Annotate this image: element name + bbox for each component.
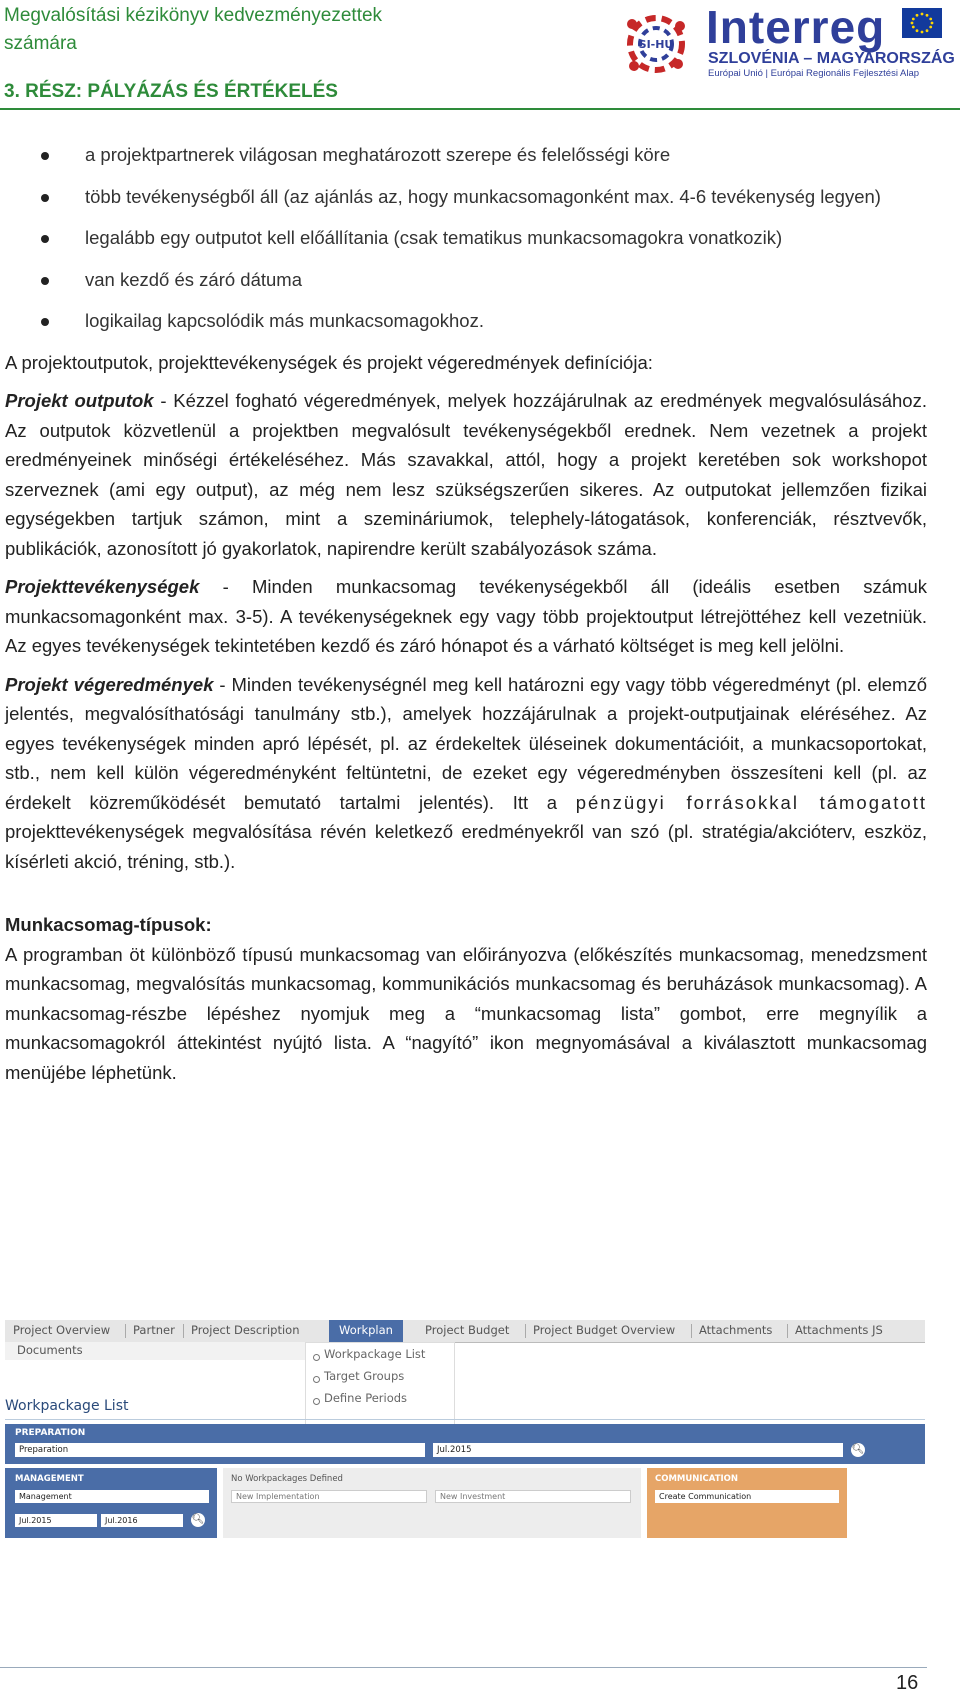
list-item	[5, 140, 927, 170]
communication-label: COMMUNICATION	[655, 1474, 739, 1484]
list-item-text: logikailag kapcsolódik más munkacsomagokhoz.	[85, 310, 484, 331]
list-item	[5, 182, 927, 212]
wp-types-paragraph: A programban öt különböző típusú munkacsomag van előirányozva (előkészítés munkacsomag, menedzsment munkacsomag, megvalósítás munkacsomag, kommunikációs munkacsomag és beruházások munkacsomag). A munkacsomag-részbe lépéshez nyomjuk meg a “munkacsomag lista” gombot, erre megnyílik a munkacsomagokról áttekintést nyújtó lista. A “nagyító” ikon megnyomásával a kiválasztott munkacsomag menüjébe léphetünk.	[5, 943, 927, 1083]
magnifier-icon[interactable]: 🔍︎	[191, 1514, 205, 1525]
radio-icon	[313, 1376, 320, 1383]
deliverables-text-spaced: pénzügyi forrásokkal támogatott	[575, 791, 927, 813]
bullet-list	[5, 140, 927, 336]
bullet-icon	[41, 152, 49, 160]
tab-attachments-js[interactable]: Attachments JS	[795, 1323, 883, 1337]
submenu-workpackage-list[interactable]: Workpackage List	[324, 1347, 426, 1361]
management-start-field[interactable]: Jul.2015	[15, 1514, 97, 1527]
footer-divider	[0, 1667, 927, 1668]
title-divider	[5, 1419, 925, 1420]
outputs-term: Projekt outputok	[5, 390, 154, 411]
tab-separator	[125, 1324, 126, 1338]
deliverables-text-a: - Minden tevékenységnél meg kell határozni egy vagy több végeredményt (pl. elemző jelentés, megvalósíthatósági tanulmány stb.), amelyek hozzájárulnak a projekt-outputjainak eléréséhez. Az egyes tevékenységek minden apró lépését, pl. az érdekeltek üléseinek dokumentációit, a munkacsoportokat, stb., nem kell külön végeredményként feltüntetni, de ezeket egy végeredményben összesíteni kell (pl. az érdekelt közreműködését bemutató tartalmi jelentés). Itt a	[5, 673, 927, 813]
magnifier-icon[interactable]: 🔍︎	[851, 1444, 865, 1455]
new-investment-field[interactable]: New Investment	[435, 1490, 631, 1503]
list-item-text: legalább egy outputot kell előállítania (csak tematikus munkacsomagokra vonatkozik)	[85, 227, 783, 248]
document-title	[4, 2, 382, 58]
list-item	[5, 265, 927, 295]
deliverables-term: Projekt végeredmények	[5, 673, 214, 695]
implementation-panel	[223, 1468, 641, 1538]
bullet-icon	[41, 235, 49, 243]
tab-separator	[787, 1324, 788, 1338]
preparation-label: PREPARATION	[15, 1428, 86, 1438]
new-implementation-field[interactable]: New Implementation	[231, 1490, 427, 1503]
tab-partner[interactable]: Partner	[133, 1323, 175, 1337]
preparation-panel	[5, 1424, 925, 1464]
management-end-field[interactable]: Jul.2016	[101, 1514, 183, 1527]
deliverables-paragraph	[5, 670, 927, 877]
submenu-target-groups[interactable]: Target Groups	[324, 1369, 405, 1383]
activities-paragraph	[5, 572, 927, 661]
list-item	[5, 223, 927, 253]
page-number: 16	[896, 1672, 919, 1694]
wp-types-heading: Munkacsomag-típusok:	[5, 914, 212, 935]
logo-region: SZLOVÉNIA – MAGYARORSZÁG	[708, 50, 955, 67]
management-panel	[5, 1468, 217, 1538]
tab-separator	[183, 1324, 184, 1338]
list-item	[5, 306, 927, 336]
tab-project-description[interactable]: Project Description	[191, 1323, 300, 1337]
eu-flag-icon	[902, 8, 942, 38]
tab-bar	[5, 1320, 925, 1343]
svg-text:SI-HU: SI-HU	[638, 38, 674, 51]
list-item-text: van kezdő és záró dátuma	[85, 268, 302, 290]
workplan-screenshot	[5, 1320, 925, 1565]
activities-term: Projekttevékenységek	[5, 576, 200, 597]
definitions-intro: A projektoutputok, projekttevékenységek és projekt végeredmények definíciója:	[5, 351, 653, 373]
list-item-text: a projektpartnerek világosan meghatározott szerepe és felelősségi köre	[85, 144, 671, 165]
tab-project-budget-overview[interactable]: Project Budget Overview	[533, 1323, 676, 1337]
activities-text: - Minden munkacsomag tevékenységekből áll (ideális esetben számuk munkacsomagonként max. 3-5). A tevékenységeknek egy vagy több projektoutput létrejöttéhez kell vezetniük. Az egyes tevékenységek tekintetében kezdő és záró hónapot és a várható költséget is meg kell jelölni.	[5, 576, 927, 656]
workpackage-list-title: Workpackage List	[5, 1398, 129, 1414]
bullet-icon	[41, 318, 49, 326]
implementation-label: No Workpackages Defined	[231, 1474, 343, 1484]
sihu-logo-icon	[618, 6, 694, 82]
management-label: MANAGEMENT	[15, 1474, 84, 1484]
tab-workplan[interactable]: Workplan	[329, 1320, 403, 1342]
create-communication-field[interactable]: Create Communication	[655, 1490, 839, 1503]
workplan-submenu	[305, 1342, 455, 1428]
interreg-wordmark: Interreg	[706, 1, 886, 53]
page-header	[0, 0, 960, 110]
tab-separator	[525, 1324, 526, 1338]
section-title: 3. RÉSZ: PÁLYÁZÁS ÉS ÉRTÉKELÉS	[4, 81, 338, 102]
radio-icon	[313, 1398, 320, 1405]
tab-documents[interactable]: Documents	[17, 1343, 83, 1357]
tab-project-budget[interactable]: Project Budget	[425, 1323, 510, 1337]
documents-row	[5, 1342, 321, 1360]
deliverables-text-b: projekttevékenységek megvalósítása révén keletkező eredményekről van szó (pl. stratégia/akcióterv, eszköz, kísérleti akció, tréning, stb.).	[5, 821, 927, 872]
outputs-paragraph	[5, 386, 927, 563]
preparation-name-field[interactable]: Preparation	[15, 1443, 425, 1457]
main-content	[5, 140, 927, 1096]
tab-attachments[interactable]: Attachments	[699, 1323, 773, 1337]
radio-icon	[313, 1354, 320, 1361]
document-title-line1: Megvalósítási kézikönyv kedvezményezettek	[4, 5, 383, 26]
interreg-logo	[618, 1, 960, 82]
tab-separator	[691, 1324, 692, 1338]
header-divider	[0, 108, 960, 110]
communication-panel	[647, 1468, 847, 1538]
bullet-icon	[41, 277, 49, 285]
management-name-field[interactable]: Management	[15, 1490, 209, 1503]
list-item-text: több tevékenységből áll (az ajánlás az, hogy munkacsomagonként max. 4-6 tevékenység legyen)	[85, 185, 881, 207]
submenu-define-periods[interactable]: Define Periods	[324, 1391, 408, 1405]
logo-subregion: Európai Unió | Európai Regionális Fejlesztési Alap	[708, 68, 920, 79]
outputs-text: - Kézzel fogható végeredmények, melyek hozzájárulnak az eredmények megvalósulásához. Az outputok közvetlenül a projektben megvalósult tevékenységekből erednek. Nem vezetnek a projekt eredményeinek minőségi értékeléséhez. Más szavakkal, attól, hogy a projekt keretében sok workshopot szerveznek (ami egy output), az még nem lesz szükségszerűen sikeres. Az outputokat jellemzően fizikai egységekben tartjuk számon, mint a szemináriumok, telephely-látogatások, konferenciák, résztvevők, publikációk, azonosított jó gyakorlatok, napirendre került szabályozások száma.	[5, 390, 927, 559]
tab-project-overview[interactable]: Project Overview	[13, 1323, 111, 1337]
document-title-line2: számára	[4, 33, 77, 54]
bullet-icon	[41, 194, 49, 202]
preparation-date-field[interactable]: Jul.2015	[433, 1443, 843, 1457]
